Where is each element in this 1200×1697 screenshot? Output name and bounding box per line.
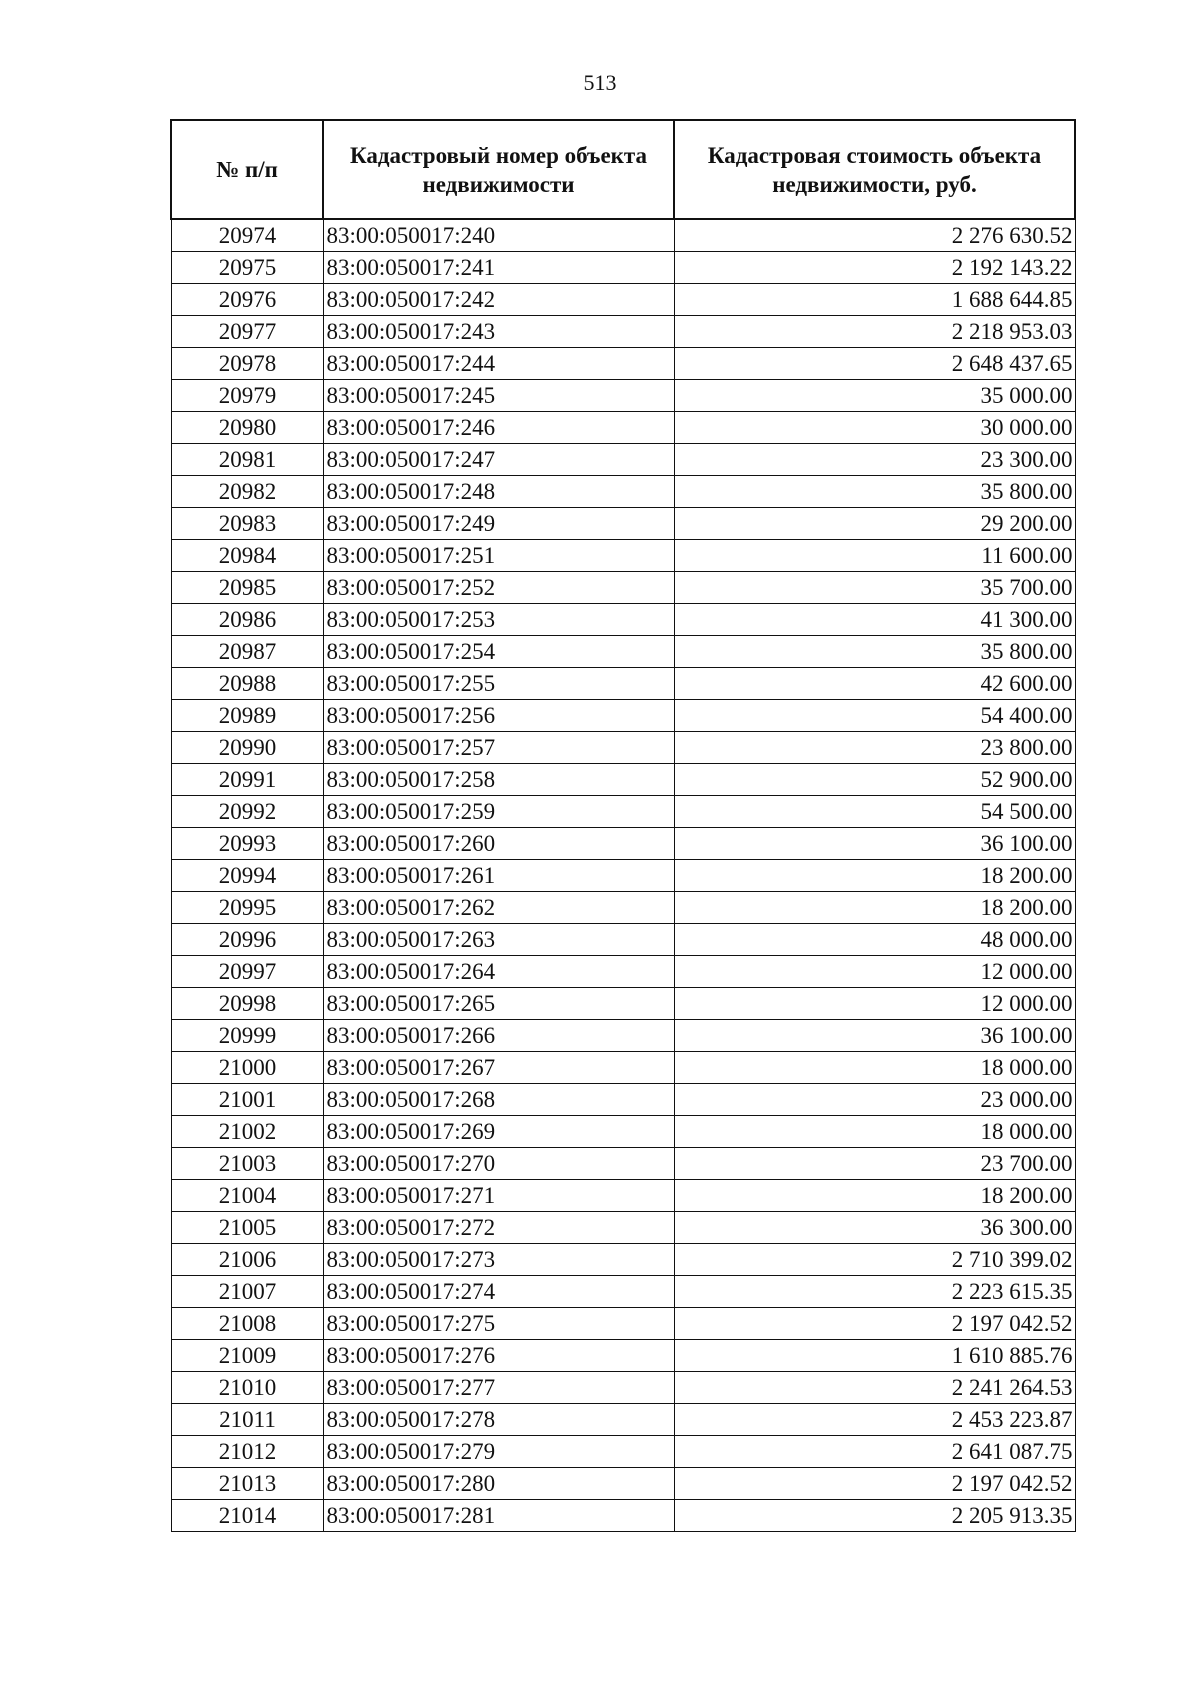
cell-cadastral-value: 35 000.00 (674, 380, 1075, 412)
cell-index: 20987 (171, 636, 323, 668)
table-row (171, 1052, 1075, 1084)
cell-cadastral-number: 83:00:050017:267 (323, 1052, 674, 1084)
table-row (171, 1372, 1075, 1404)
cell-index: 21011 (171, 1404, 323, 1436)
cell-index: 20983 (171, 508, 323, 540)
table-row (171, 1436, 1075, 1468)
table-row (171, 1276, 1075, 1308)
cell-index: 21002 (171, 1116, 323, 1148)
table-row (171, 796, 1075, 828)
cell-index: 20978 (171, 348, 323, 380)
table-row (171, 540, 1075, 572)
column-header-index: № п/п (171, 120, 323, 219)
cell-cadastral-value: 23 700.00 (674, 1148, 1075, 1180)
cell-cadastral-number: 83:00:050017:240 (323, 219, 674, 252)
cell-cadastral-value: 35 700.00 (674, 572, 1075, 604)
cell-cadastral-number: 83:00:050017:254 (323, 636, 674, 668)
cell-index: 20986 (171, 604, 323, 636)
cell-cadastral-number: 83:00:050017:246 (323, 412, 674, 444)
cell-cadastral-value: 2 223 615.35 (674, 1276, 1075, 1308)
cell-cadastral-number: 83:00:050017:277 (323, 1372, 674, 1404)
cell-cadastral-value: 54 400.00 (674, 700, 1075, 732)
cell-index: 20990 (171, 732, 323, 764)
cell-cadastral-value: 36 300.00 (674, 1212, 1075, 1244)
cell-cadastral-number: 83:00:050017:273 (323, 1244, 674, 1276)
table-row (171, 892, 1075, 924)
cell-cadastral-value: 18 000.00 (674, 1116, 1075, 1148)
cell-cadastral-number: 83:00:050017:258 (323, 764, 674, 796)
table-row (171, 668, 1075, 700)
cell-index: 20988 (171, 668, 323, 700)
table-row (171, 284, 1075, 316)
cell-index: 21005 (171, 1212, 323, 1244)
table-row (171, 572, 1075, 604)
table-row (171, 1084, 1075, 1116)
table-row (171, 1116, 1075, 1148)
cell-cadastral-number: 83:00:050017:280 (323, 1468, 674, 1500)
cell-cadastral-number: 83:00:050017:270 (323, 1148, 674, 1180)
cell-cadastral-number: 83:00:050017:274 (323, 1276, 674, 1308)
cell-cadastral-value: 52 900.00 (674, 764, 1075, 796)
table-row (171, 1244, 1075, 1276)
cell-cadastral-number: 83:00:050017:242 (323, 284, 674, 316)
cell-cadastral-number: 83:00:050017:255 (323, 668, 674, 700)
cell-cadastral-value: 12 000.00 (674, 956, 1075, 988)
table-row (171, 700, 1075, 732)
table-header-row (171, 120, 1075, 219)
cell-cadastral-number: 83:00:050017:245 (323, 380, 674, 412)
cell-index: 21003 (171, 1148, 323, 1180)
cell-index: 20985 (171, 572, 323, 604)
cell-index: 21012 (171, 1436, 323, 1468)
cell-cadastral-value: 42 600.00 (674, 668, 1075, 700)
cell-cadastral-number: 83:00:050017:275 (323, 1308, 674, 1340)
cell-index: 20999 (171, 1020, 323, 1052)
cell-cadastral-number: 83:00:050017:256 (323, 700, 674, 732)
cell-index: 20997 (171, 956, 323, 988)
table-row (171, 1500, 1075, 1532)
cell-cadastral-value: 2 205 913.35 (674, 1500, 1075, 1532)
table-row (171, 476, 1075, 508)
cell-cadastral-value: 35 800.00 (674, 476, 1075, 508)
table-row (171, 604, 1075, 636)
table-row (171, 508, 1075, 540)
cell-cadastral-number: 83:00:050017:281 (323, 1500, 674, 1532)
table-row (171, 1404, 1075, 1436)
cell-index: 21008 (171, 1308, 323, 1340)
cell-cadastral-value: 23 000.00 (674, 1084, 1075, 1116)
cell-cadastral-number: 83:00:050017:253 (323, 604, 674, 636)
table-row (171, 252, 1075, 284)
cell-cadastral-number: 83:00:050017:276 (323, 1340, 674, 1372)
page-number: 513 (583, 70, 617, 95)
cell-cadastral-value: 2 218 953.03 (674, 316, 1075, 348)
cell-index: 21000 (171, 1052, 323, 1084)
cell-index: 21013 (171, 1468, 323, 1500)
cell-cadastral-number: 83:00:050017:257 (323, 732, 674, 764)
cell-index: 21006 (171, 1244, 323, 1276)
table-row (171, 380, 1075, 412)
cell-index: 20993 (171, 828, 323, 860)
cell-cadastral-value: 41 300.00 (674, 604, 1075, 636)
cell-cadastral-value: 23 300.00 (674, 444, 1075, 476)
cell-cadastral-value: 54 500.00 (674, 796, 1075, 828)
table-body (171, 219, 1075, 1532)
cell-index: 20998 (171, 988, 323, 1020)
cell-cadastral-number: 83:00:050017:244 (323, 348, 674, 380)
cell-index: 20992 (171, 796, 323, 828)
cell-cadastral-number: 83:00:050017:265 (323, 988, 674, 1020)
cell-cadastral-value: 35 800.00 (674, 636, 1075, 668)
cell-cadastral-number: 83:00:050017:269 (323, 1116, 674, 1148)
cell-cadastral-number: 83:00:050017:251 (323, 540, 674, 572)
cell-cadastral-number: 83:00:050017:278 (323, 1404, 674, 1436)
table-row (171, 348, 1075, 380)
table-row (171, 860, 1075, 892)
cell-index: 20980 (171, 412, 323, 444)
cell-cadastral-value: 18 200.00 (674, 892, 1075, 924)
cell-cadastral-value: 2 648 437.65 (674, 348, 1075, 380)
table-row (171, 316, 1075, 348)
cell-cadastral-number: 83:00:050017:260 (323, 828, 674, 860)
cell-cadastral-value: 48 000.00 (674, 924, 1075, 956)
cell-cadastral-value: 2 197 042.52 (674, 1468, 1075, 1500)
cell-index: 20977 (171, 316, 323, 348)
cell-cadastral-value: 18 200.00 (674, 1180, 1075, 1212)
cell-cadastral-value: 18 200.00 (674, 860, 1075, 892)
cell-cadastral-value: 2 276 630.52 (674, 219, 1075, 252)
column-header-cadastral-value: Кадастровая стоимость объекта недвижимости, руб. (674, 120, 1075, 219)
table-row (171, 828, 1075, 860)
cell-cadastral-value: 2 192 143.22 (674, 252, 1075, 284)
cell-cadastral-number: 83:00:050017:272 (323, 1212, 674, 1244)
cell-cadastral-number: 83:00:050017:241 (323, 252, 674, 284)
table-row (171, 1180, 1075, 1212)
table-row (171, 1212, 1075, 1244)
cell-cadastral-value: 2 641 087.75 (674, 1436, 1075, 1468)
cell-cadastral-value: 2 453 223.87 (674, 1404, 1075, 1436)
cell-index: 21009 (171, 1340, 323, 1372)
cell-cadastral-number: 83:00:050017:279 (323, 1436, 674, 1468)
table-row (171, 1020, 1075, 1052)
cell-cadastral-number: 83:00:050017:268 (323, 1084, 674, 1116)
cell-cadastral-number: 83:00:050017:247 (323, 444, 674, 476)
cell-cadastral-number: 83:00:050017:249 (323, 508, 674, 540)
cell-cadastral-number: 83:00:050017:266 (323, 1020, 674, 1052)
table-row (171, 1308, 1075, 1340)
cell-cadastral-number: 83:00:050017:248 (323, 476, 674, 508)
table-row (171, 764, 1075, 796)
cell-cadastral-value: 2 710 399.02 (674, 1244, 1075, 1276)
cell-cadastral-value: 12 000.00 (674, 988, 1075, 1020)
cell-cadastral-number: 83:00:050017:264 (323, 956, 674, 988)
table-row (171, 956, 1075, 988)
cell-index: 20979 (171, 380, 323, 412)
cell-cadastral-value: 1 688 644.85 (674, 284, 1075, 316)
cell-cadastral-value: 36 100.00 (674, 1020, 1075, 1052)
table-row (171, 444, 1075, 476)
cell-cadastral-number: 83:00:050017:262 (323, 892, 674, 924)
cell-cadastral-number: 83:00:050017:261 (323, 860, 674, 892)
cell-cadastral-value: 30 000.00 (674, 412, 1075, 444)
cell-cadastral-number: 83:00:050017:252 (323, 572, 674, 604)
table-row (171, 219, 1075, 252)
cell-index: 20989 (171, 700, 323, 732)
cadastre-table (170, 119, 1076, 1532)
table-row (171, 732, 1075, 764)
cell-index: 21014 (171, 1500, 323, 1532)
cell-cadastral-value: 18 000.00 (674, 1052, 1075, 1084)
cell-index: 20974 (171, 219, 323, 252)
cell-index: 20995 (171, 892, 323, 924)
table-row (171, 1148, 1075, 1180)
cell-index: 20996 (171, 924, 323, 956)
cell-index: 20984 (171, 540, 323, 572)
cell-index: 21004 (171, 1180, 323, 1212)
table-row (171, 636, 1075, 668)
cell-cadastral-number: 83:00:050017:263 (323, 924, 674, 956)
table-row (171, 1340, 1075, 1372)
cell-index: 21001 (171, 1084, 323, 1116)
cell-cadastral-value: 23 800.00 (674, 732, 1075, 764)
cell-cadastral-number: 83:00:050017:271 (323, 1180, 674, 1212)
cell-index: 21007 (171, 1276, 323, 1308)
cell-index: 20982 (171, 476, 323, 508)
cell-cadastral-value: 2 197 042.52 (674, 1308, 1075, 1340)
cell-cadastral-value: 11 600.00 (674, 540, 1075, 572)
cell-cadastral-number: 83:00:050017:259 (323, 796, 674, 828)
table-row (171, 988, 1075, 1020)
cell-index: 21010 (171, 1372, 323, 1404)
cell-cadastral-value: 36 100.00 (674, 828, 1075, 860)
column-header-cadastral-number: Кадастровый номер объекта недвижимости (323, 120, 674, 219)
table-row (171, 412, 1075, 444)
cell-cadastral-value: 29 200.00 (674, 508, 1075, 540)
cell-cadastral-value: 2 241 264.53 (674, 1372, 1075, 1404)
cell-cadastral-value: 1 610 885.76 (674, 1340, 1075, 1372)
cell-index: 20981 (171, 444, 323, 476)
cell-cadastral-number: 83:00:050017:243 (323, 316, 674, 348)
cell-index: 20991 (171, 764, 323, 796)
table-row (171, 1468, 1075, 1500)
cell-index: 20976 (171, 284, 323, 316)
cell-index: 20975 (171, 252, 323, 284)
table-row (171, 924, 1075, 956)
cell-index: 20994 (171, 860, 323, 892)
